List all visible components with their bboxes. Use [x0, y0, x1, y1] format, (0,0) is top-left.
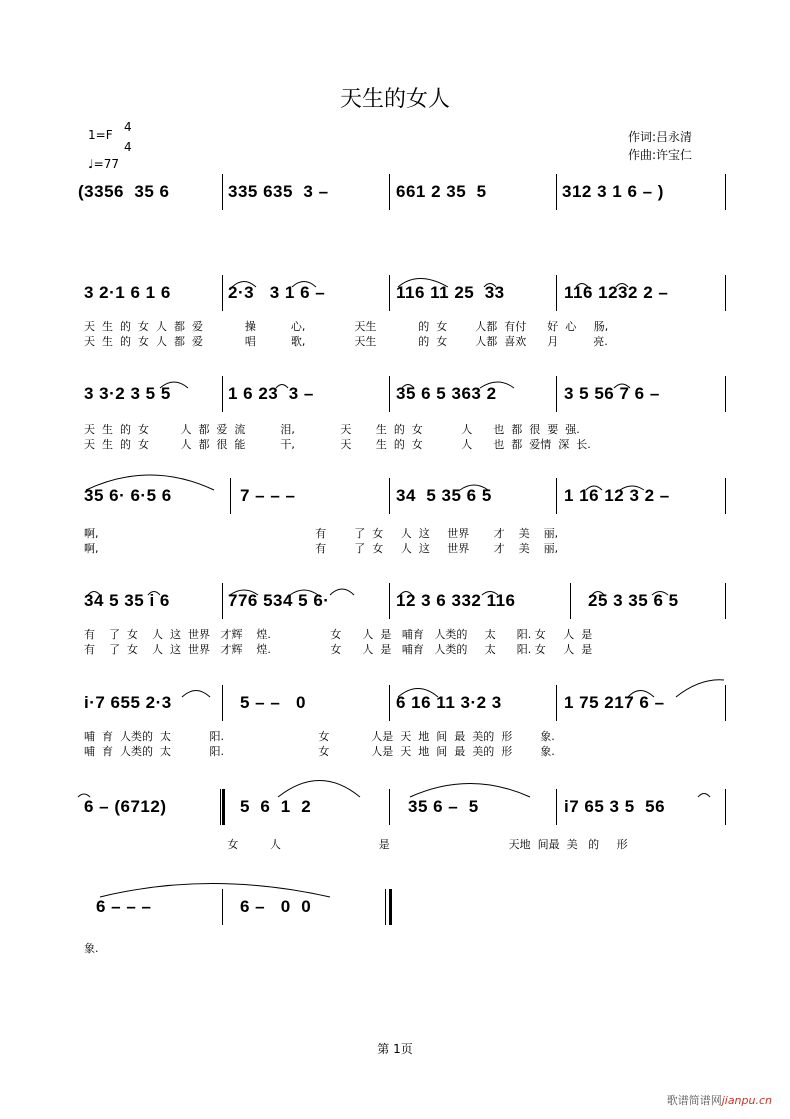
measure-notes: 3 2·1 6 1 6 [84, 283, 171, 302]
lyric-line: 哺 育 人类的 太 阳. 女 人是 天 地 间 最 美的 形 象. [84, 745, 555, 758]
key-signature: 1=F [88, 128, 113, 142]
lyric-line: 女 人 是 天地 间最 美 的 形 [84, 838, 628, 851]
barline [556, 789, 557, 825]
barline [222, 889, 223, 925]
measure-notes: 776 534 5 6· [228, 591, 330, 610]
measure-notes: 661 2 35 5 [396, 182, 487, 201]
watermark-url: jianpu.cn [721, 1094, 772, 1107]
tempo-marking: ♩=77 [88, 157, 119, 171]
barline [725, 275, 726, 311]
barline [725, 376, 726, 412]
section-barline [222, 789, 225, 825]
measure-notes: 6 – 0 0 [240, 897, 312, 916]
barline [389, 789, 390, 825]
measure-notes: 34 5 35 6 5 [396, 486, 492, 505]
barline [222, 275, 223, 311]
slur [330, 589, 354, 595]
lyric-line: 天 生 的 女 人 都 很 能 干, 天 生 的 女 人 也 都 爱情 深 长. [84, 438, 591, 451]
slur [100, 884, 330, 898]
barline [556, 275, 557, 311]
measure-notes: 1 16 12 3 2 – [564, 486, 670, 505]
measure-notes: 116 11 25 33 [396, 283, 505, 302]
barline [389, 583, 390, 619]
measure-notes: 312 3 1 6 – ) [562, 182, 664, 201]
final-barline [389, 889, 392, 925]
measure-notes: 3 5 56 7 6 – [564, 384, 660, 403]
measure-notes: 7 – – – [240, 486, 296, 505]
lyric-line: 象. [84, 942, 99, 955]
time-signature-bottom: 4 [124, 140, 132, 154]
measure-notes: 3 3·2 3 5 5 [84, 384, 171, 403]
slur [676, 680, 724, 697]
lyric-line: 哺 育 人类的 太 阳. 女 人是 天 地 间 最 美的 形 象. [84, 730, 555, 743]
measure-notes: i7 65 3 5 56 [564, 797, 666, 816]
measure-notes: i·7 655 2·3 [84, 693, 172, 712]
measure-notes: 6 – (6712) [84, 797, 167, 816]
measure-notes: 34 5 35 i 6 [84, 591, 170, 610]
slur [182, 691, 210, 698]
lyric-line: 啊, 有 了 女 人 这 世界 才 美 丽, [84, 542, 559, 555]
slur [698, 794, 710, 798]
composer-credit: 作曲:许宝仁 [628, 148, 693, 162]
measure-notes: 335 635 3 – [228, 182, 329, 201]
barline [222, 583, 223, 619]
barline [220, 789, 221, 825]
lyric-line: 有 了 女 人 这 世界 才辉 煌. 女 人 是 哺育 人类的 太 阳. 女 人 是 [84, 628, 593, 641]
barline [222, 685, 223, 721]
barline [389, 685, 390, 721]
measure-notes: 35 6 5 363 2 [396, 384, 497, 403]
barline [725, 478, 726, 514]
barline [556, 376, 557, 412]
measure-notes: 1 75 217 6 – [564, 693, 665, 712]
barline [389, 478, 390, 514]
barline [556, 478, 557, 514]
measure-notes: 1 6 23 3 – [228, 384, 314, 403]
barline [725, 685, 726, 721]
barline [222, 376, 223, 412]
page-number: 第 1页 [377, 1042, 413, 1056]
measure-notes: 6 – – – [96, 897, 152, 916]
slur [410, 784, 530, 798]
barline [570, 583, 571, 619]
barline [385, 889, 386, 925]
barline [556, 685, 557, 721]
lyric-line: 天 生 的 女 人 都 爱 唱 歌, 天生 的 女 人都 喜欢 月 亮. [84, 335, 608, 348]
measure-notes: 2·3 3 1 6 – [228, 283, 326, 302]
time-signature-top: 4 [124, 120, 132, 134]
barline [725, 583, 726, 619]
measure-notes: 25 3 35 6 5 [588, 591, 679, 610]
lyric-line: 啊, 有 了 女 人 这 世界 才 美 丽, [84, 527, 559, 540]
measure-notes: 35 6· 6·5 6 [84, 486, 172, 505]
barline [222, 174, 223, 210]
measure-notes: (3356 35 6 [78, 182, 170, 201]
measure-notes: 6 16 11 3·2 3 [396, 693, 502, 712]
lyricist-credit: 作词:吕永清 [628, 130, 693, 144]
measure-notes: 5 – – 0 [240, 693, 306, 712]
barline [556, 174, 557, 210]
watermark-site: 歌谱简谱网 [666, 1094, 722, 1107]
barline [230, 478, 231, 514]
barline [725, 174, 726, 210]
measure-notes: 5 6 1 2 [240, 797, 312, 816]
song-title: 天生的女人 [339, 87, 450, 112]
barline [389, 275, 390, 311]
measure-notes: 116 1232 2 – [564, 283, 669, 302]
slur [278, 781, 360, 798]
measure-notes: 12 3 6 332 116 [396, 591, 516, 610]
watermark [667, 1092, 772, 1108]
lyric-line: 天 生 的 女 人 都 爱 操 心, 天生 的 女 人都 有付 好 心 肠, [84, 320, 609, 333]
barline [389, 376, 390, 412]
lyric-line: 有 了 女 人 这 世界 才辉 煌. 女 人 是 哺育 人类的 太 阳. 女 人 是 [84, 643, 593, 656]
barline [389, 174, 390, 210]
measure-notes: 35 6 – 5 [408, 797, 479, 816]
lyric-line: 天 生 的 女 人 都 爱 流 泪, 天 生 的 女 人 也 都 很 要 强. [84, 423, 580, 436]
barline [725, 789, 726, 825]
